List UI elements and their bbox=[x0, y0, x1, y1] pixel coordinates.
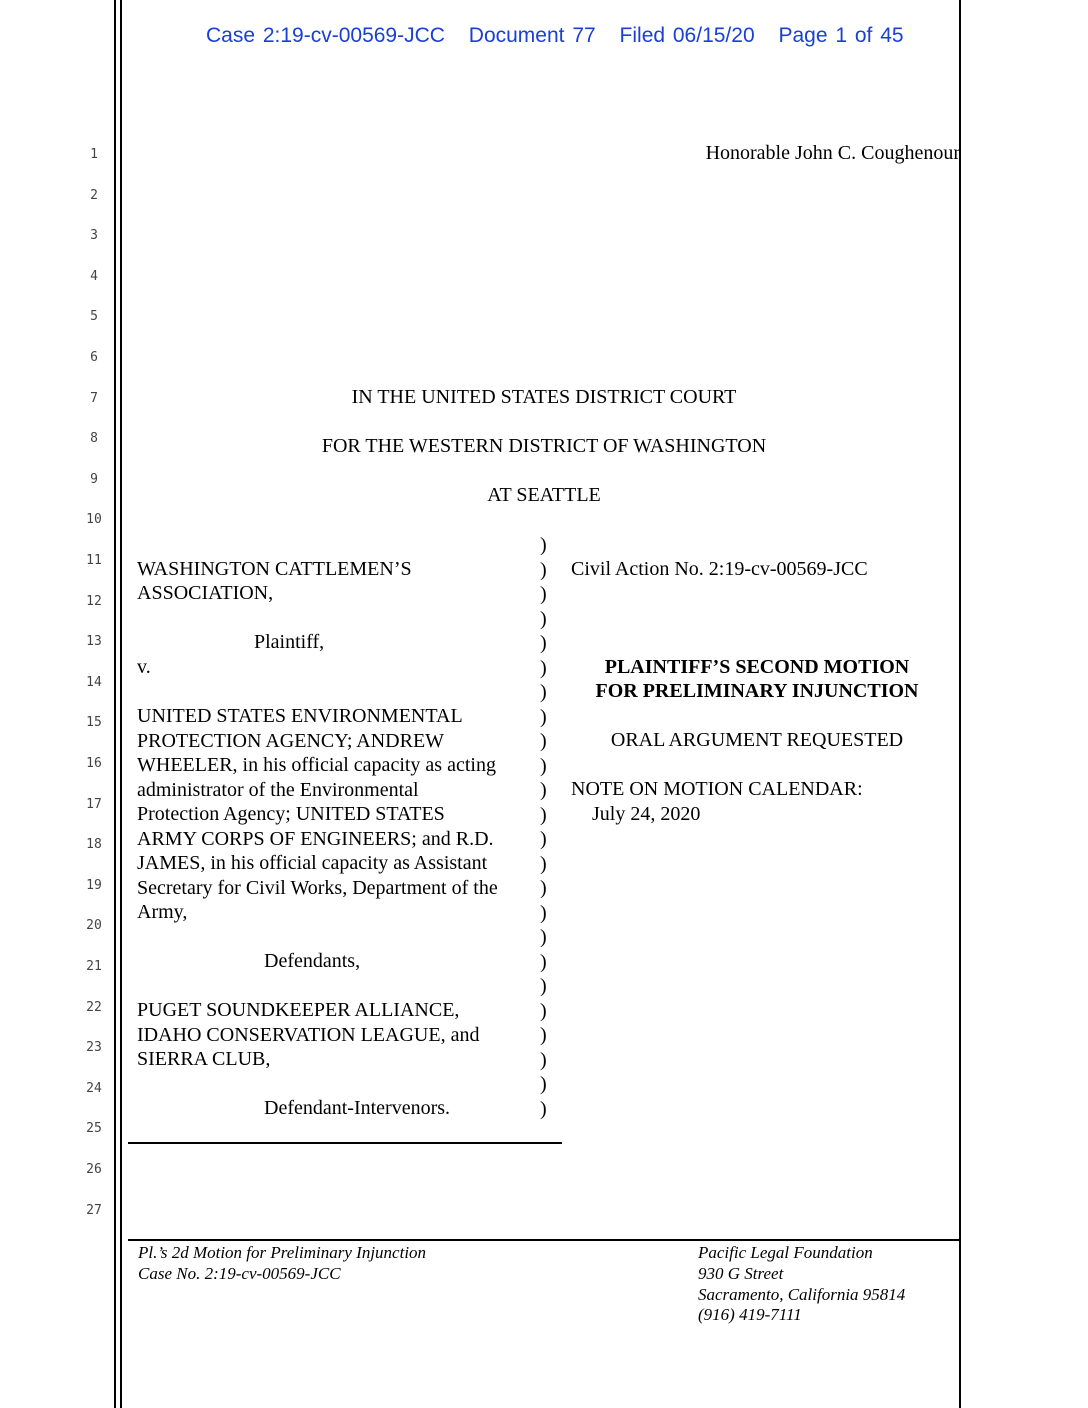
caption-parenthesis: ) bbox=[540, 705, 547, 728]
filing-stamp bbox=[206, 24, 920, 48]
plaintiff-name-line-2: ASSOCIATION, bbox=[137, 582, 274, 604]
defendants-role: Defendants, bbox=[264, 950, 361, 972]
caption-parenthesis: ) bbox=[540, 1073, 547, 1095]
caption-parenthesis: ) bbox=[540, 558, 547, 581]
defendant-line: UNITED STATES ENVIRONMENTAL bbox=[137, 705, 463, 727]
right-margin-rule bbox=[959, 0, 961, 1408]
caption-parenthesis: ) bbox=[540, 779, 547, 801]
line-number: 6 bbox=[90, 350, 98, 365]
plaintiff-name-line-1: WASHINGTON CATTLEMEN’S bbox=[137, 558, 412, 580]
caption-parenthesis: ) bbox=[540, 975, 547, 997]
caption-parenthesis: ) bbox=[540, 1048, 547, 1071]
line-number: 24 bbox=[86, 1080, 102, 1096]
note-on-motion-calendar-date: July 24, 2020 bbox=[592, 803, 701, 825]
footer-case-number: Case No. 2:19-cv-00569-JCC bbox=[138, 1264, 341, 1283]
line-number: 18 bbox=[86, 837, 102, 853]
caption-parenthesis: ) bbox=[540, 681, 547, 703]
left-margin-rule-inner bbox=[120, 0, 122, 1408]
caption-parenthesis: ) bbox=[540, 730, 547, 752]
note-on-motion-calendar-label: NOTE ON MOTION CALENDAR: bbox=[571, 778, 863, 800]
defendant-line: Army, bbox=[137, 901, 188, 923]
court-name-line-2: FOR THE WESTERN DISTRICT OF WASHINGTON bbox=[321, 435, 767, 457]
line-number: 16 bbox=[86, 756, 102, 771]
judge-name: Honorable John C. Coughenour bbox=[705, 142, 960, 164]
caption-parenthesis: ) bbox=[540, 803, 547, 826]
footer-firm-name: Pacific Legal Foundation bbox=[698, 1243, 873, 1262]
line-number: 8 bbox=[90, 431, 98, 447]
caption-parenthesis-column bbox=[540, 533, 560, 1121]
line-number: 19 bbox=[86, 877, 102, 893]
line-number: 12 bbox=[86, 593, 102, 609]
caption-parenthesis: ) bbox=[540, 1024, 547, 1046]
intervenor-line: SIERRA CLUB, bbox=[137, 1048, 271, 1070]
line-number: 21 bbox=[86, 959, 102, 974]
caption-parenthesis: ) bbox=[540, 950, 547, 973]
defendant-line: Secretary for Civil Works, Department of the bbox=[137, 876, 498, 899]
intervenor-line: IDAHO CONSERVATION LEAGUE, and bbox=[137, 1023, 480, 1046]
plaintiff-role: Plaintiff, bbox=[254, 631, 325, 653]
caption-parenthesis: ) bbox=[540, 999, 547, 1022]
defendant-line: Protection Agency; UNITED STATES bbox=[137, 803, 445, 825]
caption-parenthesis: ) bbox=[540, 583, 547, 605]
line-number: 10 bbox=[86, 512, 102, 528]
versus-label: v. bbox=[137, 656, 151, 678]
footer-document-title: Pl.’s 2d Motion for Preliminary Injunction bbox=[138, 1243, 427, 1262]
line-number: 3 bbox=[90, 228, 98, 244]
footer-rule bbox=[128, 1239, 961, 1241]
civil-action-number: Civil Action No. 2:19-cv-00569-JCC bbox=[571, 558, 868, 580]
footer-city-state-zip: Sacramento, California 95814 bbox=[698, 1284, 906, 1304]
defendant-line: JAMES, in his official capacity as Assistant bbox=[137, 852, 488, 874]
line-number: 20 bbox=[86, 918, 102, 934]
caption-parenthesis: ) bbox=[540, 754, 547, 777]
line-number: 7 bbox=[90, 390, 98, 406]
line-number: 27 bbox=[86, 1202, 102, 1218]
line-number: 13 bbox=[86, 634, 102, 650]
caption-parenthesis: ) bbox=[540, 632, 547, 654]
caption-parenthesis: ) bbox=[540, 877, 547, 899]
line-number: 26 bbox=[86, 1162, 102, 1177]
caption-parenthesis: ) bbox=[540, 656, 547, 679]
caption-parenthesis: ) bbox=[540, 852, 547, 875]
caption-parenthesis: ) bbox=[540, 534, 547, 556]
footer-phone: (916) 419-7111 bbox=[698, 1305, 802, 1324]
court-name-line-1: IN THE UNITED STATES DISTRICT COURT bbox=[351, 386, 737, 408]
stamp-case-number: Case 2:19-cv-00569-JCC bbox=[206, 24, 445, 47]
motion-title-line-2: FOR PRELIMINARY INJUNCTION bbox=[595, 680, 919, 702]
defendant-line: ARMY CORPS OF ENGINEERS; and R.D. bbox=[137, 827, 494, 850]
caption-parenthesis: ) bbox=[540, 901, 547, 924]
intervenor-line: PUGET SOUNDKEEPER ALLIANCE, bbox=[137, 999, 460, 1021]
line-number: 11 bbox=[86, 553, 102, 568]
defendant-line: administrator of the Environmental bbox=[137, 778, 419, 801]
stamp-document-number: Document 77 bbox=[468, 24, 596, 47]
intervenors-role: Defendant-Intervenors. bbox=[264, 1097, 451, 1119]
defendant-line: WHEELER, in his official capacity as acting bbox=[137, 754, 496, 776]
caption-parenthesis: ) bbox=[540, 926, 547, 948]
line-number: 5 bbox=[90, 309, 98, 325]
line-number: 23 bbox=[86, 1040, 102, 1056]
line-number: 9 bbox=[90, 471, 98, 487]
line-number: 1 bbox=[90, 147, 98, 162]
line-number: 25 bbox=[86, 1121, 102, 1137]
caption-underline bbox=[128, 1142, 562, 1144]
stamp-page-number: Page 1 of 45 bbox=[778, 24, 904, 47]
stamp-filed-date: Filed 06/15/20 bbox=[619, 24, 755, 47]
line-number: 15 bbox=[86, 715, 102, 731]
line-number: 14 bbox=[86, 674, 102, 690]
motion-title-line-1: PLAINTIFF’S SECOND MOTION bbox=[604, 656, 910, 678]
line-number: 4 bbox=[90, 268, 98, 284]
caption-parenthesis: ) bbox=[540, 828, 547, 850]
left-margin-rule-outer bbox=[114, 0, 116, 1408]
line-number: 2 bbox=[90, 187, 98, 203]
footer-street-address: 930 G Street bbox=[698, 1264, 784, 1283]
defendant-line: PROTECTION AGENCY; ANDREW bbox=[137, 729, 445, 752]
line-number: 22 bbox=[86, 999, 102, 1015]
court-location: AT SEATTLE bbox=[487, 484, 601, 506]
oral-argument-notice: ORAL ARGUMENT REQUESTED bbox=[610, 729, 904, 751]
caption-parenthesis: ) bbox=[540, 1097, 547, 1120]
caption-parenthesis: ) bbox=[540, 607, 547, 630]
line-number: 17 bbox=[86, 796, 102, 812]
